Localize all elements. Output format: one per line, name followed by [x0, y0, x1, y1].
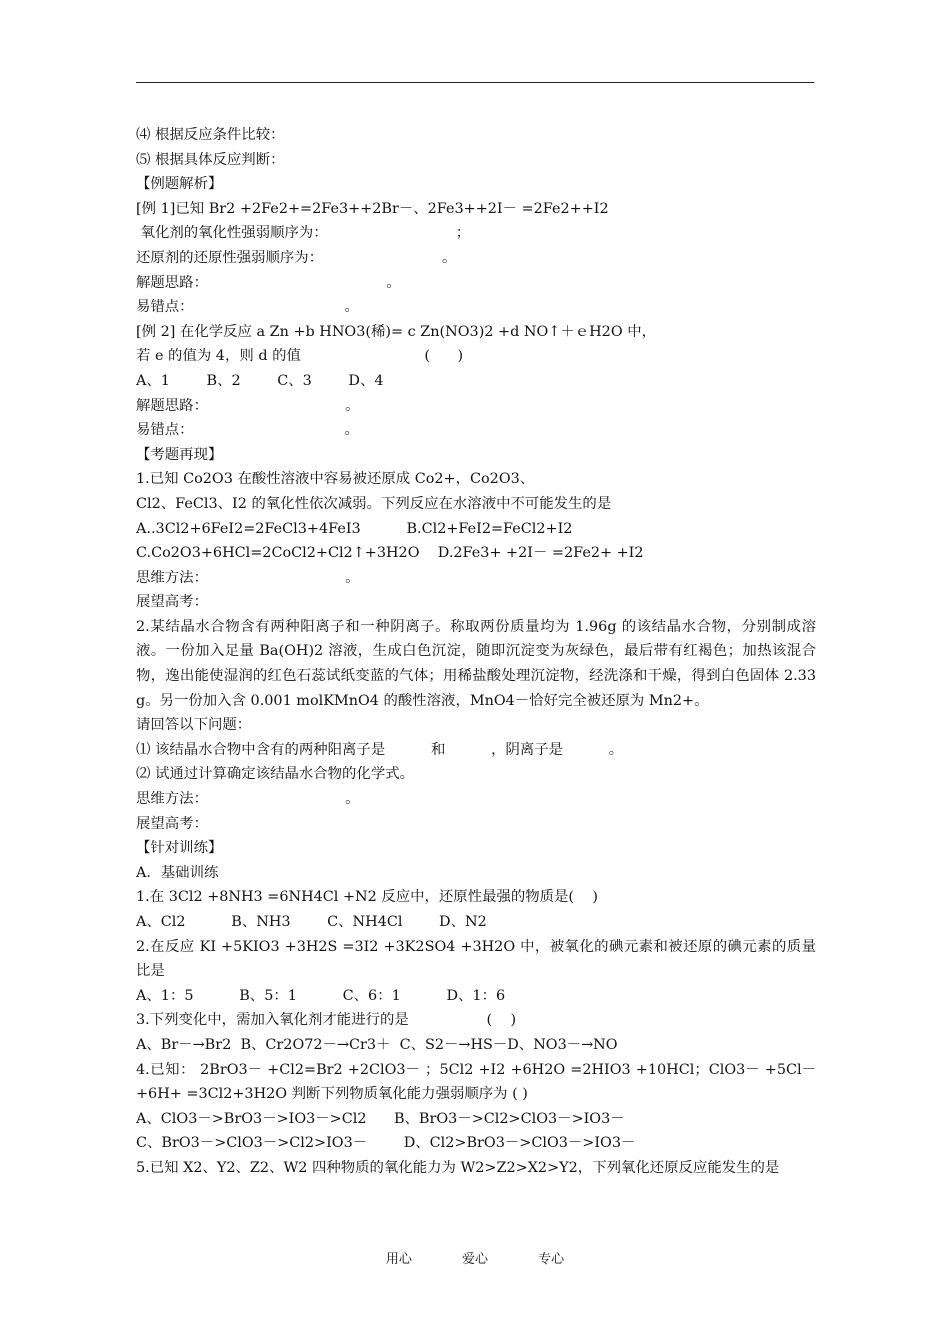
- text-line: 思维方法： 。: [136, 791, 360, 808]
- footer-text: 用心: [385, 1252, 412, 1267]
- footer-text: 专心: [538, 1252, 565, 1267]
- text-line: 3.下列变化中，需加入氧化剂才能进行的是 ( ): [136, 1012, 517, 1029]
- text-line: [例 2] 在化学反应 a Zn +b HNO3(稀)= c Zn(NO3)2 +d NO↑＋ｅH2O 中，: [136, 323, 656, 340]
- text-line: 氧化剂的氧化性强弱顺序为： ；: [136, 225, 471, 242]
- text-line: ⑷ 根据反应条件比较：: [136, 127, 285, 143]
- section-heading: 【针对训练】: [136, 840, 223, 857]
- text-line: 解题思路： 。: [136, 397, 360, 414]
- text-line: ⑴ 该结晶水合物中含有的两种阳离子是 和 ，阴离子是 。: [136, 741, 624, 758]
- subsection-heading: A．基础训练: [136, 864, 219, 881]
- answer-options: A、1 B、2 C、3 D、4: [136, 372, 384, 389]
- footer-text: 爱心: [461, 1252, 488, 1267]
- answer-options: A、Br－→Br2 B、Cr2O72－→Cr3＋ C、S2－→HS－D、NO3－→NO: [136, 1036, 618, 1053]
- header-rule: [136, 82, 814, 83]
- text-line: 展望高考：: [136, 815, 208, 832]
- question-paragraph: 4.已知： 2BrO3－ +Cl2=Br2 +2ClO3－ ；5Cl2 +I2 +6H2O =2HIO3 +10HCl；ClO3－ +5Cl－ +6H+ =3Cl2+3H2O 判断下列物质氧化能力强弱顺序为 ( ): [136, 1061, 816, 1103]
- answer-options: A、Cl2 B、NH3 C、NH4Cl D、N2: [136, 914, 487, 930]
- question-paragraph: 2.某结晶水合物含有两种阳离子和一种阴离子。称取两份质量均为 1.96g 的该结晶水合物，分别制成溶液。一份加入足量 Ba(OH)2 溶液，生成白色沉淀，随即沉淀变为灰绿色，最后带有红褐色；加热该混合物，逸出能使湿润的红色石蕊试纸变蓝的气体；用稀盐酸处理沉淀物，经洗涤和干燥，得到白色固体 2.33 g。另一份加入含 0.001 molKMnO4 的酸性溶液，MnO4－恰好完全被还原为 Mn2+。: [136, 618, 816, 709]
- text-line: 解题思路： 。: [136, 274, 401, 291]
- text-line: 易错点： 。: [136, 299, 359, 316]
- section-heading: 【考题再现】: [136, 446, 223, 463]
- text-line: 1.在 3Cl2 +8NH3 =6NH4Cl +N2 反应中，还原性最强的物质是( ): [136, 889, 598, 906]
- answer-options: A、ClO3－>BrO3－>IO3－>Cl2 B、BrO3－>Cl2>ClO3－>IO3－: [136, 1110, 625, 1127]
- text-line: [例 1]已知 Br2 +2Fe2+=2Fe3++2Br－、2Fe3++2I－ =2Fe2++I2: [136, 200, 609, 217]
- text-line: 展望高考：: [136, 594, 208, 611]
- document-body: [136, 123, 816, 1181]
- question-paragraph: 2.在反应 KI +5KIO3 +3H2S =3I2 +3K2SO4 +3H2O 中，被氧化的碘元素和被还原的碘元素的质量比是: [136, 938, 816, 980]
- text-line: 思维方法： 。: [136, 569, 360, 586]
- text-line: 还原剂的还原性强弱顺序为： 。: [136, 249, 457, 266]
- text-line: ⑸ 根据具体反应判断：: [136, 151, 285, 168]
- page-footer: [0, 1248, 950, 1267]
- text-line: 1.已知 Co2O3 在酸性溶液中容易被还原成 Co2+，Co2O3、: [136, 471, 535, 488]
- text-line: ⑵ 试通过计算确定该结晶水合物的化学式。: [136, 766, 414, 783]
- text-line: Cl2、FeCl3、I2 的氧化性依次减弱。下列反应在水溶液中不可能发生的是: [136, 495, 612, 512]
- text-line: 5.已知 X2、Y2、Z2、W2 四种物质的氧化能力为 W2>Z2>X2>Y2，下列氧化还原反应能发生的是: [136, 1159, 780, 1176]
- text-line: 请回答以下问题：: [136, 717, 252, 734]
- text-line: 易错点： 。: [136, 422, 359, 439]
- text-line: 若 e 的值为 4，则 d 的值 ( ): [136, 348, 464, 365]
- answer-options: A..3Cl2+6FeI2=2FeCl3+4FeI3 B.Cl2+FeI2=FeCl2+I2: [136, 520, 573, 537]
- section-heading: 【例题解析】: [136, 176, 223, 193]
- answer-options: A、1：5 B、5：1 C、6：1 D、1：6: [136, 987, 506, 1004]
- answer-options: C.Co2O3+6HCl=2CoCl2+Cl2↑+3H2O D.2Fe3+ +2I－ =2Fe2+ +I2: [136, 545, 644, 562]
- answer-options: C、BrO3－>ClO3－>Cl2>IO3－ D、Cl2>BrO3－>ClO3－>IO3－: [136, 1135, 636, 1152]
